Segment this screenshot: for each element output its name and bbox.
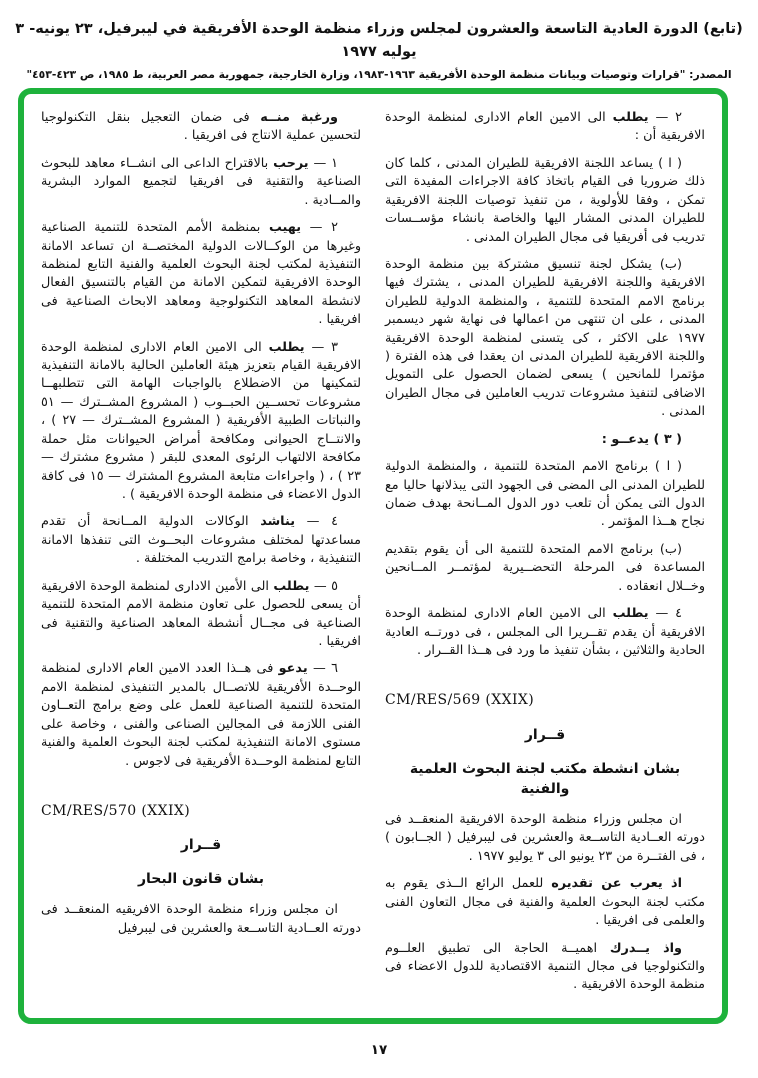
decision-heading: قــرار — [180, 837, 222, 854]
paragraph: ( ا ) يساعد اللجنة الافريقية للطيران المدنى ، كلما كان ذلك ضروريا فى القيام باتخاذ كافة الاجراءات المفيدة التى تمكن ، وفقا للأولوية ، من تنفيذ توصيات اللجنة الافريقية للطيران المدنى المشار اليها والخاصة بانشاء مؤســسات تدريب فى أفريقيا فى مجال الطيران المدنى . — [385, 155, 705, 245]
paragraph: ٦ — يدعو فى هــذا العدد الامين العام الادارى لمنظمة الوحــدة الأفريقية للاتصــال بالمدير التنفيذى لمنظمة الامم المتحدة للتنمية الصناعية للعمل على وضع برامج التعــاون الفنى اللازمة فى المجالين الصناعى والفنى ، وخاصة على مستوى الامانة التنفيذية لمكتب لجنة البحوث العلمية والفنية التابع لمنظمة الوحــدة الأفريقية فى لاجوس . — [41, 661, 361, 769]
paragraph: ٢ — يطلب الى الامين العام الادارى لمنظمة الوحدة الافريقية أن : — [385, 110, 705, 144]
paragraph: واذ يــدرك اهميــة الحاجة الى تطبيق العلــوم والتكنولوجيا فى مجال التنمية الاقتصادية للدول الاعضاء فى منظمة الوحدة الافريقية . — [385, 940, 705, 993]
resolution-code: CM/RES/569 (XXIX) — [385, 692, 535, 709]
columns — [24, 94, 722, 1018]
paragraph: ٣ — يطلب الى الامين العام الادارى لمنظمة الوحدة الافريقية القيام بتعزيز هيئة العاملين الحالية بالامانة التنفيذية لتمكينها من الاضطلاع بالواجبات الهامة التى تتطلبهــا مشروعات تحســين الحبــوب ( المشروع المشــترك — ٥١ والنباتات الطبية الأفريقية ( المشروع المشــترك — ٢٧ ) ، والانتــاج الحيوانى ومكافحة أمراض الحيوانات مثل حملة مكافحة الالتهاب الرئوى المعدى للبقر ( مشروع مشترك — ٢٣ ) ، ( واجراءات متابعة المشروع المشترك — ١٥ فى كافة الدول الاعضاء فى منظمة الوحدة الافريقية ) . — [41, 339, 362, 503]
column-right — [385, 109, 705, 1008]
paragraph: ( ٣ ) يدعــو : — [601, 431, 682, 447]
paragraph: (ب) يشكل لجنة تنسيق مشتركة بين منظمة الوحدة الافريقية واللجنة الافريقية للطيران المدنى ، يشترك فيها برنامج الامم المتحدة للتنمية ، والمنظمة الدولية للطيران المدنى ، على ان تنتهى من اعمالها فى نهاية شهر ديسمبر ١٩٧٧ على الاكثر ، كى يتسنى لمنظمة الوحدة الافريقية واللجنة الافريقية للطيران المدنى ان يعقدا فى هذه الفترة ( مؤتمرا للمانحين ) يسعى لضمان الحصول على التمويل الاضافى لتنفيذ مشروعات تدريب العاملين فى مجال الطيران المدنى . — [385, 256, 705, 420]
page-number: ١٧ — [370, 1042, 388, 1058]
decision-heading: بشان قانون البحار — [137, 871, 265, 888]
paragraph: ان مجلس وزراء منظمة الوحدة الافريقية المنعقــد فى دورته العــادية التاســعة والعشرين فى ليبرفيل ( الجــابون ) ، فى الفتــرة من ٢٣ يونيو الى ٣ يوليو ١٩٧٧ . — [385, 812, 705, 864]
paragraph: ٤ — يطلب الى الامين العام الادارى لمنظمة الوحدة الافريقية أن يقدم تقــريرا الى المجلس ، فى دورتــه العادية الحادية والثلاثين ، بشأن تنفيذ ما ورد فى هــذا القــرار . — [385, 606, 705, 658]
paragraph: (ب) برنامج الامم المتحدة للتنمية الى أن يقوم بتقديم المساعدة فى المرحلة التحضــيرية لمؤتمــر المــانحين وخــلال انعقاده . — [385, 541, 705, 594]
decision-heading: بشان انشطة مكتب لجنة البحوث العلمية والفنية — [409, 760, 681, 797]
paragraph: ٤ — يناشد الوكالات الدولية المــانحة أن تقدم مساعدتها لمختلف مشروعات البحــوث التى تنفذها الامانة التنفيذية ، وخاصة برامج التدريب المختلفة . — [41, 514, 361, 567]
header-source: المصدر: "قرارات وتوصيات وبيانات منظمة الوحدة الأفريقية ١٩٦٣-١٩٨٣، وزارة الخارجية، جمهورية مصر العربية، ط ١٩٨٥، ص ٤٢٣-٤٥٣" — [26, 68, 732, 82]
document-frame — [18, 88, 728, 1024]
header-title: (تابع) الدورة العادية التاسعة والعشرون لمجلس وزراء منظمة الوحدة الأفريقية في ليبرفيل، ٢٣ يونيه- ٣ يوليه ١٩٧٧ — [15, 21, 743, 61]
paragraph: اذ يعرب عن تقديره للعمل الرائع الــذى يقوم به مكتب لجنة البحوث العلمية والفنية فى مجال التعاون الفنى والعلمى فى افريقيا . — [385, 876, 705, 929]
paragraph: ٥ — يطلب الى الأمين الادارى لمنظمة الوحدة الافريقية أن يسعى للحصول على تعاون منظمة الامم المتحدة للتنمية الصناعية فى مجــال أنشطة المعاهد الصناعية والتقنية فى افريقيا . — [41, 578, 361, 649]
paragraph: ٢ — يهيب بمنظمة الأمم المتحدة للتنمية الصناعية وغيرها من الوكــالات الدولية المختصــة ان تساعد الامانة التنفيذية لمكتب لجنة البحوث العلمية والفنية التابع لمنظمة الوحدة الافريقية لتمكين الامانة من القيام بالتنسيق الفعال لانشطة المعاهد التكنولوجية ومعاهد الابحاث الصناعية فى افريقيا . — [41, 220, 361, 328]
paragraph: ( ا ) برنامج الامم المتحدة للتنمية ، والمنظمة الدولية للطيران المدنى الى المضى فى الجهود التى يبذلانها حاليا مع الدول التى يمكن أن تلعب دور الدول المــانحة بهدف ضمان نجاح هــذا المؤتمر . — [385, 459, 705, 530]
page-header — [0, 18, 758, 81]
column-left — [41, 109, 361, 1008]
resolution-code: CM/RES/570 (XXIX) — [41, 802, 191, 819]
decision-heading: قــرار — [524, 726, 566, 743]
paragraph: ورغبة منــه فى ضمان التعجيل بنقل التكنولوجيا لتحسين عملية الانتاج فى افريقيا . — [41, 110, 361, 144]
paragraph: ١ — يرحب بالاقتراح الداعى الى انشــاء معاهد للبحوث الصناعية والتقنية فى افريقيا لتجميع الموارد البشرية والمــادية . — [41, 155, 361, 208]
paragraph: ان مجلس وزراء منظمة الوحدة الافريقيه المنعقــد فى دورته العــادية التاســعة والعشرين فى ليبرفيل — [41, 902, 361, 936]
